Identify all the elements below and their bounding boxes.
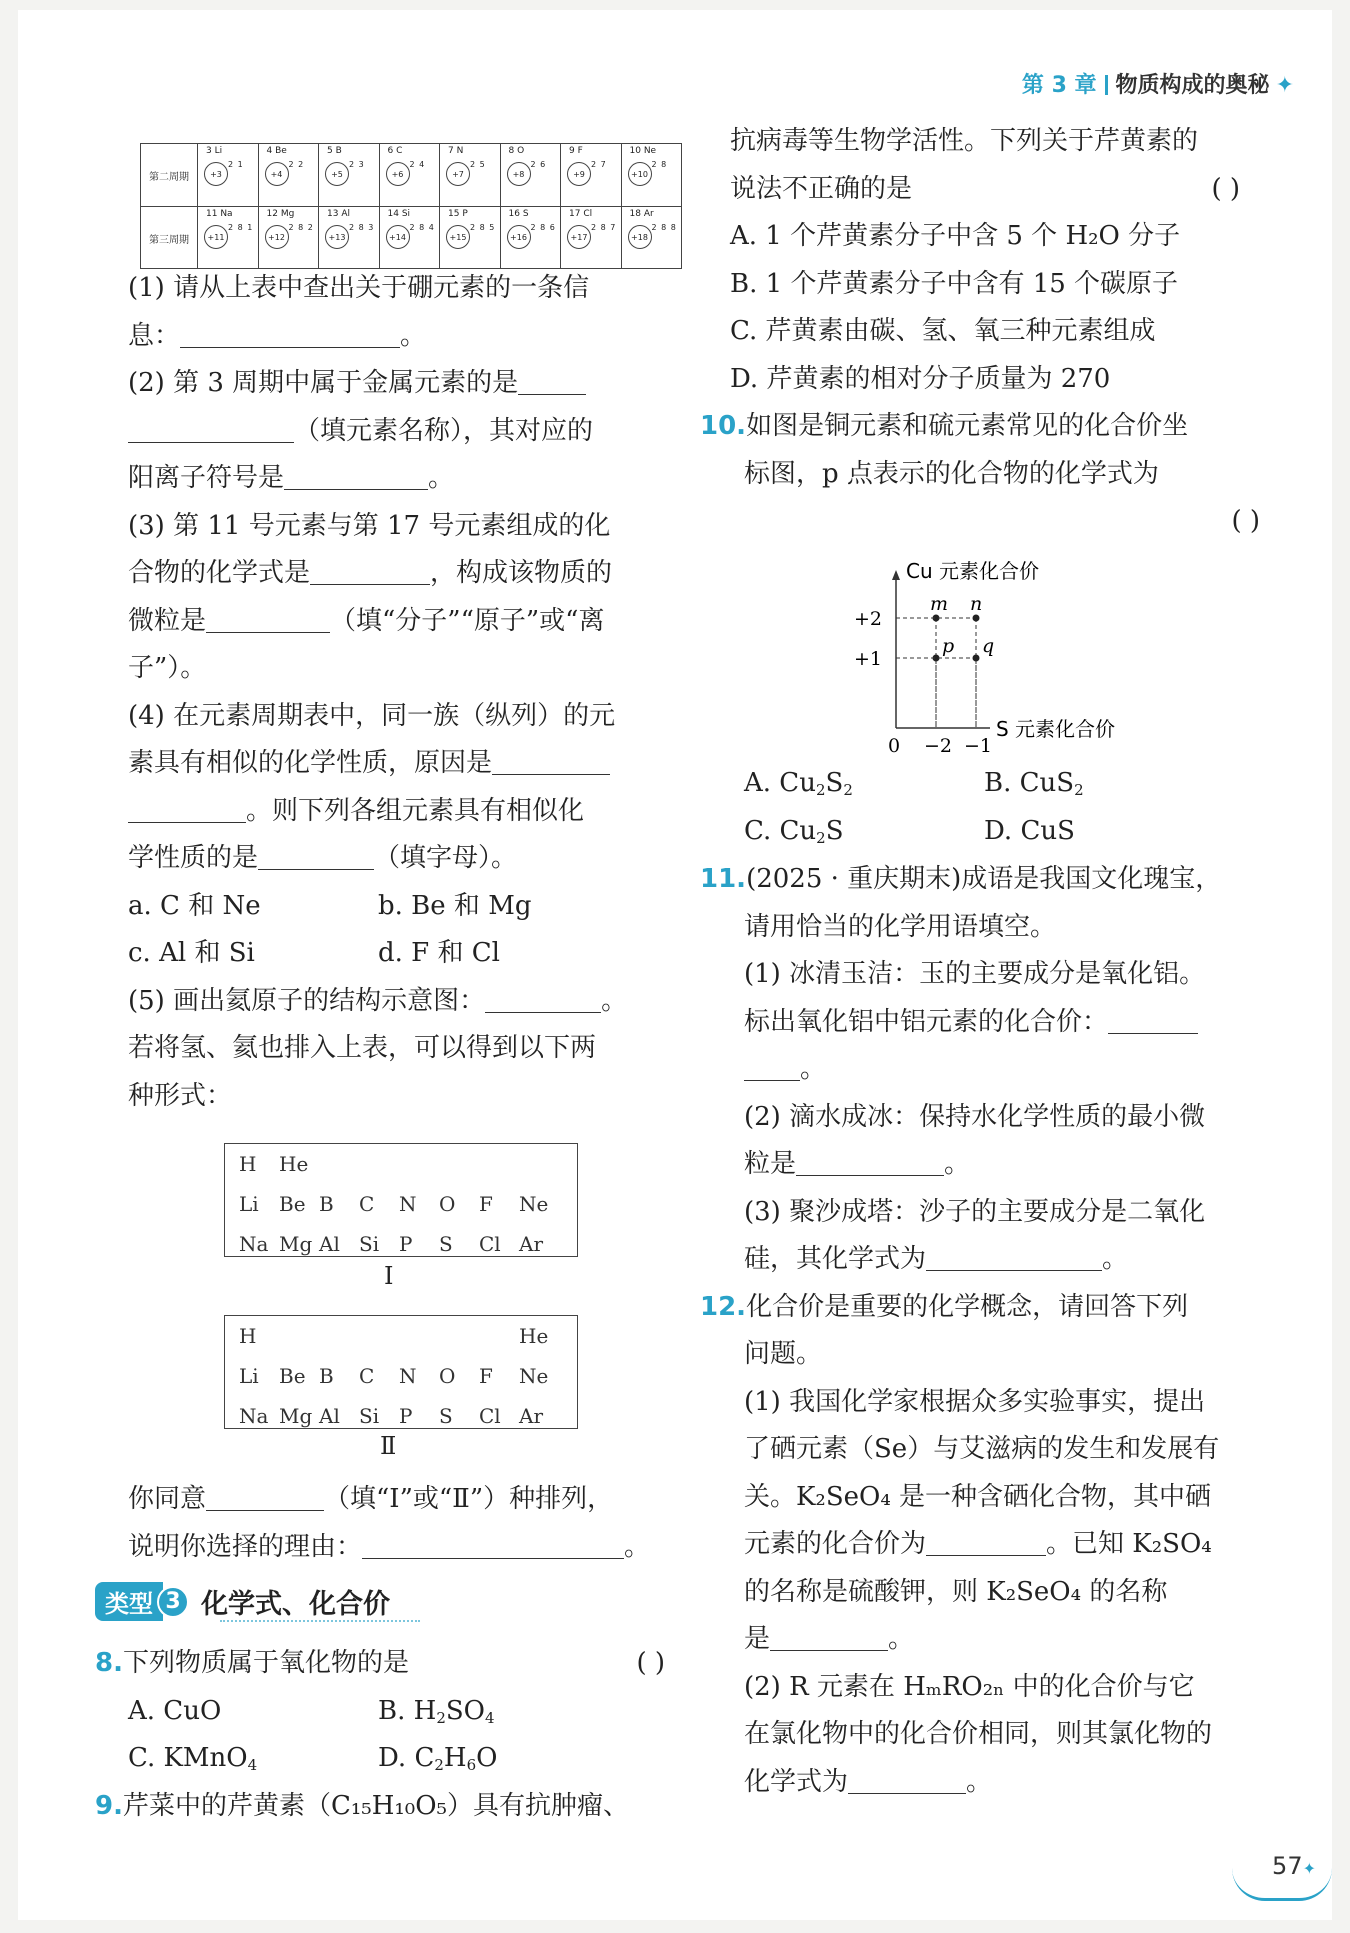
question-11-1-cont2: 。 [700,1046,1260,1094]
point-q [973,655,980,662]
answer-blank[interactable] [206,602,330,633]
right-column [700,118,1260,546]
electron-shells: 2 8 8 [651,223,677,232]
question-7-2: (2) 第 3 周期中属于金属元素的是 [128,360,658,408]
electron-shells: 2 8 4 [409,223,435,232]
element-name: 6 C [387,146,403,156]
answer-paren[interactable]: ( ) [1231,506,1260,536]
option-d[interactable]: D. CuS [984,815,1075,846]
electron-shells: 2 8 6 [530,223,556,232]
answer-blank[interactable] [310,554,430,585]
options-row [128,930,658,978]
question-7-6-cont: 说明你选择的理由： 。 [128,1524,668,1572]
question-7-4-cont2: 。则下列各组元素具有相似化 [128,788,658,836]
element-symbol: Si [359,1232,380,1256]
answer-blank[interactable] [518,364,586,395]
element-symbol: B [319,1192,334,1216]
option-c[interactable]: C. KMnO$_4$ [128,1743,258,1774]
element-cell [259,207,320,269]
nucleus: +6 [386,162,410,186]
nucleus: +4 [265,162,289,186]
option-a[interactable]: A. CuO [128,1695,222,1726]
option-d[interactable]: d. F 和 Cl [378,938,500,968]
question-7-5-cont: 若将氢、氦也排入上表，可以得到以下两 [128,1033,597,1063]
atomic-structure-table [140,143,682,269]
options-row [744,808,1264,856]
element-symbol: F [479,1192,493,1216]
electron-shells: 2 8 5 [470,223,496,232]
question-12-cont: 问题。 [744,1339,823,1369]
element-symbol: Be [279,1192,306,1216]
question-7-6: 你同意 （填“Ⅰ”或“Ⅱ”）种排列， [128,1476,668,1524]
element-symbol: Be [279,1364,306,1388]
element-name: 3 Li [206,146,223,156]
element-name: 11 Na [206,209,233,219]
option-b[interactable]: B. $H_2SO_4$ [378,1695,495,1727]
section-underline [220,1620,420,1622]
period-2-row [141,144,681,207]
element-name: 18 Ar [629,209,654,219]
element-name: 13 Al [327,209,350,219]
question-12: 12.化合价是重要的化学概念，请回答下列 [700,1291,1189,1322]
element-symbol: C [359,1364,375,1388]
electron-shells: 2 8 1 [228,223,254,232]
question-7-3-cont3: 子”）。 [128,653,207,683]
answer-blank[interactable] [848,1763,966,1794]
element-symbol: Mg [279,1404,313,1428]
question-12-1: (1) 我国化学家根据众多实验事实，提出 [744,1386,1206,1417]
electron-shells: 2 8 [651,160,668,169]
question-12-2: (2) R 元素在 HₘRO₂ₙ 中的化合价与它 [744,1671,1195,1702]
element-symbol: Ar [519,1404,544,1428]
right-column-lower [700,856,1260,1806]
question-7-5: (5) 画出氦原子的结构示意图： 。 [128,978,658,1026]
y-tick-label: +1 [854,648,883,670]
element-symbol: Al [319,1404,340,1428]
question-11-1-cont: 标出氧化铝中铝元素的化合价： [700,999,1260,1047]
question-11-3: (3) 聚沙成塔：沙子的主要成分是二氧化 [744,1196,1206,1227]
question-11-cont: 请用恰当的化学用语填空。 [744,911,1057,942]
option-b[interactable]: B. 1 个芹黄素分子中含有 15 个碳原子 [730,268,1179,299]
y-axis-arrow [892,570,900,580]
type-badge: 类型 [95,1582,163,1621]
answer-blank[interactable] [128,412,294,443]
left-column-lower [128,1476,668,1571]
question-7-4-cont3: 学性质的是 （填字母）。 [128,835,658,883]
point-label: m [930,593,949,615]
element-symbol: Ne [519,1364,549,1388]
element-name: 4 Be [266,146,287,156]
answer-blank[interactable] [770,1620,888,1651]
element-row [239,1224,577,1264]
answer-blank[interactable] [926,1525,1046,1556]
element-symbol: B [319,1364,334,1388]
period-3-row [141,207,681,269]
electron-shells: 2 7 [591,160,607,169]
element-symbol: Al [319,1232,340,1256]
element-symbol: N [399,1364,417,1388]
chapter-title: 物质构成的奥秘 [1115,73,1270,98]
y-axis-label: Cu 元素化合价 [906,559,1039,583]
element-symbol: Mg [279,1232,313,1256]
element-row [239,1396,577,1436]
element-symbol: Li [239,1364,259,1388]
nucleus: +9 [567,162,591,186]
caption-ii: Ⅱ [380,1432,397,1460]
answer-blank[interactable] [744,1050,800,1081]
element-cell [440,207,501,269]
nucleus: +15 [446,225,470,249]
question-11-1: (1) 冰清玉洁：玉的主要成分是氧化铝。 [744,959,1206,989]
nucleus: +8 [507,162,531,186]
nucleus: +16 [507,225,531,249]
element-cell [622,144,682,206]
element-cell [501,207,562,269]
page-number: 57 [1272,1852,1303,1880]
question-11-2: (2) 滴水成冰：保持水化学性质的最小微 [744,1101,1206,1132]
element-symbol: Li [239,1192,259,1216]
element-symbol: P [399,1404,413,1428]
sparkle-icon: ✦ [1275,73,1294,98]
element-symbol: S [439,1232,453,1256]
element-cell [561,207,622,269]
element-row [239,1184,577,1224]
element-cell [380,207,441,269]
element-cell [319,207,380,269]
element-symbol: F [479,1364,493,1388]
option-d[interactable]: D. 芹黄素的相对分子质量为 270 [730,363,1111,394]
option-c[interactable]: c. Al 和 Si [128,938,255,968]
element-symbol: C [359,1192,375,1216]
question-9-cont2: 说法不正确的是 ( ) [700,166,1260,214]
question-10-paren [700,498,1260,546]
question-7-5-cont2: 种形式： [128,1080,233,1111]
element-cell [561,144,622,206]
point-n [973,615,980,622]
nucleus: +17 [567,225,591,249]
option-c[interactable]: C. 芹黄素由碳、氢、氧三种元素组成 [730,316,1156,346]
nucleus: +12 [265,225,289,249]
x-tick-label: −2 [924,735,953,754]
element-symbol: Na [239,1232,269,1256]
element-symbol: P [399,1232,413,1256]
electron-shells: 2 5 [470,160,486,169]
electron-shells: 2 8 2 [288,223,314,232]
element-symbol: O [439,1192,456,1216]
question-8: 8.下列物质属于氧化物的是 ( ) [95,1640,665,1688]
element-name: 12 Mg [266,209,295,219]
header-divider [1105,75,1108,95]
element-cell [380,144,441,206]
answer-paren[interactable]: ( ) [1211,173,1240,204]
element-name: 5 B [327,146,342,156]
question-7-1-cont: 息： 。 [128,313,658,361]
caption-i: Ⅰ [384,1262,394,1290]
point-label: n [970,593,983,615]
option-a[interactable]: a. C 和 Ne [128,890,261,921]
answer-blank[interactable] [284,459,428,490]
element-name: 16 S [508,209,529,219]
element-arrangement-1 [224,1143,578,1257]
chapter-label: 第 3 章 [1021,73,1097,98]
element-name: 9 F [569,146,583,156]
electron-shells: 2 8 3 [349,223,375,232]
section-title: 化学式、化合价 [201,1589,390,1620]
element-cell [259,144,320,206]
element-symbol: Ne [519,1192,549,1216]
element-symbol: H [239,1324,257,1348]
question-8-block [95,1640,665,1830]
element-row [239,1316,577,1356]
question-10-options [744,760,1264,855]
electron-shells: 2 2 [288,160,305,169]
question-12-1-cont3: 元素的化合价为 。已知 K₂SO₄ [700,1521,1260,1569]
element-symbol: O [439,1364,456,1388]
element-row [239,1356,577,1396]
element-name: 15 P [448,209,468,219]
element-cell [319,144,380,206]
element-symbol: S [439,1404,453,1428]
section-heading [95,1582,390,1621]
element-symbol: He [279,1152,309,1176]
question-12-1-cont: 了硒元素（Se）与艾滋病的发生和发展有 [744,1434,1220,1464]
nucleus: +3 [204,162,228,186]
answer-blank[interactable] [492,744,610,775]
nucleus: +13 [325,225,349,249]
answer-blank[interactable] [128,792,246,823]
option-d[interactable]: D. $C_2H_6O$ [378,1743,498,1774]
period-label: 第三周期 [141,207,198,269]
options-row [128,883,658,931]
element-cell [622,207,682,269]
element-name: 8 O [508,146,525,156]
nucleus: +18 [628,225,652,249]
electron-shells: 2 6 [530,160,547,169]
answer-blank[interactable] [796,1145,944,1176]
options-row [744,760,1264,808]
question-10-cont: 标图，p 点表示的化合物的化学式为 [744,458,1159,489]
options-row [95,1735,665,1783]
sparkle-icon: ✦ [1302,1859,1316,1878]
element-name: 17 Cl [569,209,593,219]
question-7-1: (1) 请从上表中查出关于硼元素的一条信 [128,273,590,303]
point-label: q [982,635,995,657]
answer-blank[interactable] [485,982,601,1013]
period-label: 第二周期 [141,144,198,206]
answer-blank[interactable] [1108,1003,1198,1034]
option-b[interactable]: B. CuS$_2$ [984,768,1084,799]
nucleus: +7 [446,162,470,186]
element-cell [198,144,259,206]
option-a[interactable]: A. $Cu_2S_2$ [744,768,853,799]
page-header [1022,68,1294,99]
question-11-3-cont: 硅，其化学式为 。 [700,1236,1260,1284]
element-symbol: Cl [479,1232,501,1256]
option-c[interactable]: C. $Cu_2S$ [744,815,844,847]
question-7-3-cont: 合物的化学式是 ，构成该物质的 [128,550,658,598]
element-name: 10 Ne [629,146,657,156]
element-symbol: He [519,1324,549,1348]
option-a[interactable]: A. 1 个芹黄素分子中含 5 个 H₂O 分子 [730,221,1181,251]
electron-shells: 2 4 [409,160,426,169]
question-7-2-cont2: 阳离子符号是 。 [128,455,658,503]
x-tick-label: −1 [964,735,993,754]
question-11-2-cont: 粒是 。 [700,1141,1260,1189]
electron-shells: 2 8 7 [591,223,617,232]
origin-label: 0 [888,735,901,754]
element-arrangement-2 [224,1315,578,1429]
nucleus: +14 [386,225,410,249]
answer-blank[interactable] [362,1528,624,1559]
element-row [239,1144,577,1184]
answer-paren[interactable]: ( ) [636,1648,665,1678]
electron-shells: 2 3 [349,160,365,169]
valence-chart [850,558,1180,754]
answer-blank[interactable] [258,839,374,870]
question-7-3-cont2: 微粒是 （填“分子”“原子”或“离 [128,598,658,646]
element-symbol: N [399,1192,417,1216]
option-b[interactable]: b. Be 和 Mg [378,890,532,921]
question-10: 10.如图是铜元素和硫元素常见的化合价坐 [700,411,1189,441]
question-12-2-cont: 在氯化物中的化合价相同，则其氯化物的 [744,1719,1213,1749]
element-symbol: Ar [519,1232,544,1256]
element-cell [501,144,562,206]
left-column [128,265,658,1120]
nucleus: +11 [204,225,228,249]
element-cell [198,207,259,269]
element-symbol: H [239,1152,257,1176]
element-cell [440,144,501,206]
question-9-cont: 抗病毒等生物学活性。下列关于芹黄素的 [730,126,1199,156]
options-row [95,1688,665,1736]
element-symbol: Cl [479,1404,501,1428]
answer-blank[interactable] [926,1240,1102,1271]
element-name: 7 N [448,146,464,156]
question-12-1-cont4: 的名称是硫酸钾，则 K₂SeO₄ 的名称 [744,1576,1168,1607]
question-7-2-cont: （填元素名称），其对应的 [128,408,658,456]
element-symbol: Si [359,1404,380,1428]
y-tick-label: +2 [854,608,883,630]
nucleus: +10 [628,162,652,186]
question-7-4-cont: 素具有相似的化学性质，原因是 [128,740,658,788]
nucleus: +5 [325,162,349,186]
question-7-3: (3) 第 11 号元素与第 17 号元素组成的化 [128,510,611,541]
type-number: 3 [157,1586,189,1618]
question-7-4: (4) 在元素周期表中，同一族（纵列）的元 [128,700,616,731]
page-number-block [1272,1852,1316,1880]
answer-blank[interactable] [180,317,400,348]
question-12-1-cont5: 是 。 [700,1616,1260,1664]
question-12-2-cont2: 化学式为 。 [700,1759,1260,1807]
point-label: p [942,635,955,657]
x-axis-label: S 元素化合价 [996,717,1116,741]
question-11: 11.(2025 · 重庆期末)成语是我国文化瑰宝， [700,864,1222,894]
question-9: 9.芹菜中的芹黄素（C₁₅H₁₀O₅）具有抗肿瘤、 [95,1790,629,1821]
question-12-1-cont2: 关。K₂SeO₄ 是一种含硒化合物，其中硒 [744,1481,1212,1512]
element-name: 14 Si [387,209,411,219]
answer-blank[interactable] [206,1480,324,1511]
element-symbol: Na [239,1404,269,1428]
electron-shells: 2 1 [228,160,244,169]
